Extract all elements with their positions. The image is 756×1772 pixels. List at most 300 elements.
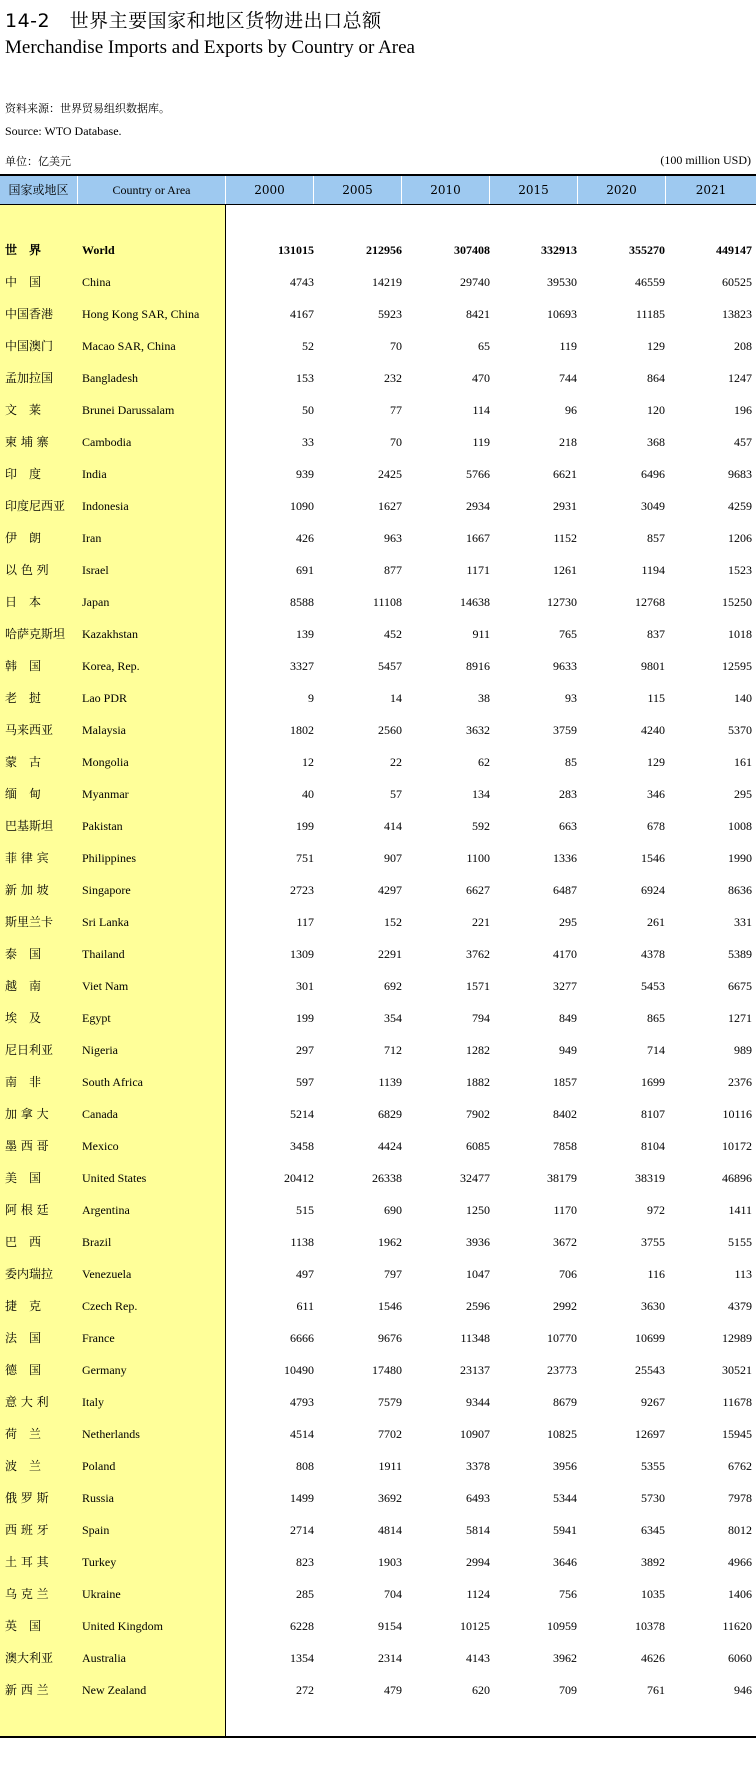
country-name-zh: 荷 兰 bbox=[5, 1427, 42, 1441]
country-name-zh: 捷 克 bbox=[5, 1299, 42, 1313]
country-name-en: United States bbox=[82, 1171, 147, 1185]
table-row bbox=[0, 1034, 756, 1066]
table-row bbox=[0, 1194, 756, 1226]
country-name-en: Sri Lanka bbox=[82, 915, 129, 929]
country-name-zh: 加 拿 大 bbox=[5, 1107, 49, 1121]
value-cell: 332913 bbox=[541, 243, 577, 257]
value-cell: 4424 bbox=[378, 1139, 402, 1153]
country-name-en: Italy bbox=[82, 1395, 104, 1409]
country-name-zh: 斯里兰卡 bbox=[5, 915, 54, 929]
value-cell: 114 bbox=[472, 403, 490, 417]
country-name-zh: 新 西 兰 bbox=[5, 1683, 49, 1697]
value-cell: 5814 bbox=[466, 1523, 490, 1537]
country-name-zh: 委内瑞拉 bbox=[5, 1267, 54, 1281]
table-row bbox=[0, 426, 756, 458]
value-cell: 1206 bbox=[728, 531, 752, 545]
value-cell: 1903 bbox=[378, 1555, 402, 1569]
value-cell: 161 bbox=[734, 755, 752, 769]
country-name-zh: 南 非 bbox=[5, 1075, 42, 1089]
value-cell: 1627 bbox=[378, 499, 402, 513]
value-cell: 706 bbox=[559, 1267, 577, 1281]
value-cell: 12768 bbox=[635, 595, 665, 609]
value-cell: 1194 bbox=[641, 563, 665, 577]
value-cell: 9 bbox=[308, 691, 314, 705]
value-cell: 5457 bbox=[378, 659, 402, 673]
value-cell: 5923 bbox=[378, 307, 402, 321]
value-cell: 3630 bbox=[641, 1299, 665, 1313]
table-row bbox=[0, 1482, 756, 1514]
value-cell: 709 bbox=[559, 1683, 577, 1697]
value-cell: 62 bbox=[478, 755, 490, 769]
value-cell: 297 bbox=[296, 1043, 314, 1057]
table-row bbox=[0, 1130, 756, 1162]
country-name-en: Russia bbox=[82, 1491, 115, 1505]
country-name-zh: 日 本 bbox=[5, 595, 42, 609]
value-cell: 5389 bbox=[728, 947, 752, 961]
value-cell: 5355 bbox=[641, 1459, 665, 1473]
value-cell: 113 bbox=[734, 1267, 752, 1281]
value-cell: 6762 bbox=[728, 1459, 752, 1473]
country-name-en: Indonesia bbox=[82, 499, 129, 513]
country-name-zh: 蒙 古 bbox=[5, 755, 42, 769]
value-cell: 232 bbox=[384, 371, 402, 385]
value-cell: 26338 bbox=[372, 1171, 402, 1185]
country-name-en: South Africa bbox=[82, 1075, 143, 1089]
value-cell: 3692 bbox=[378, 1491, 402, 1505]
country-name-en: Germany bbox=[82, 1363, 127, 1377]
value-cell: 3277 bbox=[553, 979, 577, 993]
value-cell: 1247 bbox=[728, 371, 752, 385]
value-cell: 939 bbox=[296, 467, 314, 481]
value-cell: 865 bbox=[647, 1011, 665, 1025]
country-name-zh: 巴 西 bbox=[5, 1235, 42, 1249]
value-cell: 38319 bbox=[635, 1171, 665, 1185]
value-cell: 15945 bbox=[722, 1427, 752, 1441]
table-row bbox=[0, 362, 756, 394]
value-cell: 10825 bbox=[547, 1427, 577, 1441]
value-cell: 10116 bbox=[722, 1107, 752, 1121]
country-name-zh: 中 国 bbox=[5, 275, 42, 289]
table-row bbox=[0, 458, 756, 490]
value-cell: 39530 bbox=[547, 275, 577, 289]
table-row bbox=[0, 266, 756, 298]
country-name-en: Brunei Darussalam bbox=[82, 403, 175, 417]
table-row bbox=[0, 938, 756, 970]
value-cell: 2723 bbox=[290, 883, 314, 897]
value-cell: 1354 bbox=[290, 1651, 314, 1665]
country-name-zh: 缅 甸 bbox=[5, 787, 42, 801]
value-cell: 129 bbox=[647, 339, 665, 353]
value-cell: 1990 bbox=[728, 851, 752, 865]
country-name-zh: 俄 罗 斯 bbox=[5, 1491, 49, 1505]
value-cell: 756 bbox=[559, 1587, 577, 1601]
page-title-zh: 14-2 世界主要国家和地区货物进出口总额 bbox=[5, 10, 382, 32]
table-row bbox=[0, 1514, 756, 1546]
value-cell: 93 bbox=[565, 691, 577, 705]
value-cell: 9633 bbox=[553, 659, 577, 673]
value-cell: 1309 bbox=[290, 947, 314, 961]
country-name-en: China bbox=[82, 275, 111, 289]
country-name-zh: 世 界 bbox=[5, 243, 42, 257]
table-row bbox=[0, 1290, 756, 1322]
value-cell: 10907 bbox=[460, 1427, 490, 1441]
value-cell: 30521 bbox=[722, 1363, 752, 1377]
value-cell: 6666 bbox=[290, 1331, 314, 1345]
value-cell: 4170 bbox=[553, 947, 577, 961]
value-cell: 1138 bbox=[290, 1235, 314, 1249]
country-name-zh: 意 大 利 bbox=[5, 1395, 49, 1409]
value-cell: 704 bbox=[384, 1587, 402, 1601]
country-name-zh: 印 度 bbox=[5, 467, 42, 481]
country-name-zh: 乌 克 兰 bbox=[5, 1587, 49, 1601]
value-cell: 12595 bbox=[722, 659, 752, 673]
value-cell: 368 bbox=[647, 435, 665, 449]
value-cell: 1882 bbox=[466, 1075, 490, 1089]
value-cell: 57 bbox=[390, 787, 402, 801]
value-cell: 794 bbox=[472, 1011, 490, 1025]
value-cell: 2994 bbox=[466, 1555, 490, 1569]
value-cell: 8679 bbox=[553, 1395, 577, 1409]
table-row bbox=[0, 586, 756, 618]
value-cell: 46896 bbox=[722, 1171, 752, 1185]
value-cell: 6675 bbox=[728, 979, 752, 993]
country-name-en: France bbox=[82, 1331, 115, 1345]
value-cell: 515 bbox=[296, 1203, 314, 1217]
country-name-en: Brazil bbox=[82, 1235, 112, 1249]
value-cell: 285 bbox=[296, 1587, 314, 1601]
value-cell: 120 bbox=[647, 403, 665, 417]
value-cell: 497 bbox=[296, 1267, 314, 1281]
value-cell: 808 bbox=[296, 1459, 314, 1473]
value-cell: 797 bbox=[384, 1267, 402, 1281]
value-cell: 4966 bbox=[728, 1555, 752, 1569]
country-name-en: Australia bbox=[82, 1651, 126, 1665]
value-cell: 15250 bbox=[722, 595, 752, 609]
value-cell: 3762 bbox=[466, 947, 490, 961]
value-cell: 13823 bbox=[722, 307, 752, 321]
value-cell: 4814 bbox=[378, 1523, 402, 1537]
country-name-en: Nigeria bbox=[82, 1043, 118, 1057]
value-cell: 946 bbox=[734, 1683, 752, 1697]
table-header bbox=[0, 176, 756, 204]
table-row bbox=[0, 1610, 756, 1642]
value-cell: 331 bbox=[734, 915, 752, 929]
country-name-zh: 中国香港 bbox=[5, 307, 54, 321]
country-name-en: Egypt bbox=[82, 1011, 111, 1025]
value-cell: 29740 bbox=[460, 275, 490, 289]
value-cell: 11108 bbox=[372, 595, 402, 609]
value-cell: 11678 bbox=[722, 1395, 752, 1409]
value-cell: 5214 bbox=[290, 1107, 314, 1121]
value-cell: 1962 bbox=[378, 1235, 402, 1249]
value-cell: 1124 bbox=[466, 1587, 490, 1601]
table-row bbox=[0, 1578, 756, 1610]
value-cell: 6627 bbox=[466, 883, 490, 897]
value-cell: 355270 bbox=[629, 243, 665, 257]
source-note-zh: 资料来源：世界贸易组织数据库。 bbox=[5, 102, 170, 115]
table-row bbox=[0, 1386, 756, 1418]
country-name-en: Thailand bbox=[82, 947, 125, 961]
country-name-en: Bangladesh bbox=[82, 371, 138, 385]
value-cell: 692 bbox=[384, 979, 402, 993]
value-cell: 1047 bbox=[466, 1267, 490, 1281]
header-year: 2010 bbox=[402, 176, 490, 204]
value-cell: 907 bbox=[384, 851, 402, 865]
value-cell: 6621 bbox=[553, 467, 577, 481]
value-cell: 4240 bbox=[641, 723, 665, 737]
value-cell: 129 bbox=[647, 755, 665, 769]
country-name-en: Israel bbox=[82, 563, 109, 577]
table-row bbox=[0, 1450, 756, 1482]
country-name-zh: 马来西亚 bbox=[5, 723, 54, 737]
table-row bbox=[0, 618, 756, 650]
value-cell: 2992 bbox=[553, 1299, 577, 1313]
value-cell: 9801 bbox=[641, 659, 665, 673]
value-cell: 849 bbox=[559, 1011, 577, 1025]
value-cell: 714 bbox=[647, 1043, 665, 1057]
value-cell: 479 bbox=[384, 1683, 402, 1697]
country-name-en: Spain bbox=[82, 1523, 110, 1537]
value-cell: 4259 bbox=[728, 499, 752, 513]
value-cell: 1008 bbox=[728, 819, 752, 833]
value-cell: 196 bbox=[734, 403, 752, 417]
value-cell: 6345 bbox=[641, 1523, 665, 1537]
value-cell: 972 bbox=[647, 1203, 665, 1217]
value-cell: 14 bbox=[390, 691, 402, 705]
table-row bbox=[0, 394, 756, 426]
value-cell: 295 bbox=[559, 915, 577, 929]
country-name-en: Czech Rep. bbox=[82, 1299, 138, 1313]
value-cell: 6829 bbox=[378, 1107, 402, 1121]
value-cell: 33 bbox=[302, 435, 314, 449]
country-name-en: Macao SAR, China bbox=[82, 339, 176, 353]
country-name-zh: 柬 埔 寨 bbox=[5, 435, 49, 449]
value-cell: 744 bbox=[559, 371, 577, 385]
table-row bbox=[0, 330, 756, 362]
value-cell: 5370 bbox=[728, 723, 752, 737]
value-cell: 452 bbox=[384, 627, 402, 641]
country-name-zh: 菲 律 宾 bbox=[5, 851, 49, 865]
country-name-zh: 文 莱 bbox=[5, 403, 42, 417]
value-cell: 50 bbox=[302, 403, 314, 417]
table-row bbox=[0, 1674, 756, 1706]
value-cell: 3962 bbox=[553, 1651, 577, 1665]
country-name-en: Poland bbox=[82, 1459, 116, 1473]
value-cell: 690 bbox=[384, 1203, 402, 1217]
value-cell: 152 bbox=[384, 915, 402, 929]
value-cell: 115 bbox=[647, 691, 665, 705]
value-cell: 4297 bbox=[378, 883, 402, 897]
country-name-en: World bbox=[82, 243, 115, 257]
value-cell: 457 bbox=[734, 435, 752, 449]
table-row bbox=[0, 522, 756, 554]
country-name-en: Japan bbox=[82, 595, 110, 609]
value-cell: 9676 bbox=[378, 1331, 402, 1345]
table-row bbox=[0, 842, 756, 874]
value-cell: 10693 bbox=[547, 307, 577, 321]
table-row bbox=[0, 234, 756, 266]
value-cell: 2376 bbox=[728, 1075, 752, 1089]
value-cell: 17480 bbox=[372, 1363, 402, 1377]
table-row bbox=[0, 1322, 756, 1354]
value-cell: 131015 bbox=[278, 243, 314, 257]
country-name-en: Viet Nam bbox=[82, 979, 129, 993]
header-year: 2000 bbox=[226, 176, 314, 204]
value-cell: 2931 bbox=[553, 499, 577, 513]
value-cell: 283 bbox=[559, 787, 577, 801]
table-row bbox=[0, 1066, 756, 1098]
value-cell: 38179 bbox=[547, 1171, 577, 1185]
value-cell: 949 bbox=[559, 1043, 577, 1057]
value-cell: 65 bbox=[478, 339, 490, 353]
value-cell: 9154 bbox=[378, 1619, 402, 1633]
value-cell: 1546 bbox=[641, 851, 665, 865]
header-year: 2015 bbox=[490, 176, 578, 204]
value-cell: 139 bbox=[296, 627, 314, 641]
value-cell: 877 bbox=[384, 563, 402, 577]
table-row bbox=[0, 1546, 756, 1578]
table-row bbox=[0, 746, 756, 778]
value-cell: 7579 bbox=[378, 1395, 402, 1409]
country-name-zh: 越 南 bbox=[5, 979, 42, 993]
country-name-zh: 老 挝 bbox=[5, 691, 42, 705]
value-cell: 426 bbox=[296, 531, 314, 545]
value-cell: 7902 bbox=[466, 1107, 490, 1121]
value-cell: 1018 bbox=[728, 627, 752, 641]
value-cell: 3759 bbox=[553, 723, 577, 737]
value-cell: 10699 bbox=[635, 1331, 665, 1345]
value-cell: 1336 bbox=[553, 851, 577, 865]
value-cell: 32477 bbox=[460, 1171, 490, 1185]
value-cell: 4626 bbox=[641, 1651, 665, 1665]
value-cell: 2291 bbox=[378, 947, 402, 961]
country-name-zh: 德 国 bbox=[5, 1363, 42, 1377]
value-cell: 691 bbox=[296, 563, 314, 577]
value-cell: 1152 bbox=[553, 531, 577, 545]
value-cell: 5941 bbox=[553, 1523, 577, 1537]
value-cell: 620 bbox=[472, 1683, 490, 1697]
value-cell: 9344 bbox=[466, 1395, 490, 1409]
value-cell: 14638 bbox=[460, 595, 490, 609]
value-cell: 119 bbox=[559, 339, 577, 353]
country-name-zh: 泰 国 bbox=[5, 947, 42, 961]
value-cell: 60525 bbox=[722, 275, 752, 289]
table-row bbox=[0, 778, 756, 810]
value-cell: 4743 bbox=[290, 275, 314, 289]
table-row bbox=[0, 970, 756, 1002]
value-cell: 116 bbox=[647, 1267, 665, 1281]
country-name-zh: 孟加拉国 bbox=[5, 371, 54, 385]
value-cell: 40 bbox=[302, 787, 314, 801]
value-cell: 761 bbox=[647, 1683, 665, 1697]
value-cell: 6924 bbox=[641, 883, 665, 897]
source-note-en: Source: WTO Database. bbox=[5, 124, 122, 138]
value-cell: 5453 bbox=[641, 979, 665, 993]
country-name-zh: 印度尼西亚 bbox=[5, 499, 66, 513]
value-cell: 272 bbox=[296, 1683, 314, 1697]
value-cell: 1171 bbox=[466, 563, 490, 577]
value-cell: 4514 bbox=[290, 1427, 314, 1441]
table-row bbox=[0, 1226, 756, 1258]
value-cell: 1699 bbox=[641, 1075, 665, 1089]
value-cell: 96 bbox=[565, 403, 577, 417]
table-row bbox=[0, 490, 756, 522]
value-cell: 6228 bbox=[290, 1619, 314, 1633]
country-name-zh: 以 色 列 bbox=[5, 563, 49, 577]
value-cell: 20412 bbox=[284, 1171, 314, 1185]
value-cell: 4167 bbox=[290, 307, 314, 321]
value-cell: 354 bbox=[384, 1011, 402, 1025]
value-cell: 212956 bbox=[366, 243, 402, 257]
header-year: 2005 bbox=[314, 176, 402, 204]
value-cell: 712 bbox=[384, 1043, 402, 1057]
value-cell: 119 bbox=[472, 435, 490, 449]
country-name-zh: 阿 根 廷 bbox=[5, 1203, 49, 1217]
country-name-zh: 法 国 bbox=[5, 1331, 42, 1345]
value-cell: 8636 bbox=[728, 883, 752, 897]
value-cell: 3378 bbox=[466, 1459, 490, 1473]
value-cell: 823 bbox=[296, 1555, 314, 1569]
value-cell: 592 bbox=[472, 819, 490, 833]
value-cell: 153 bbox=[296, 371, 314, 385]
table-bottom-rule bbox=[0, 1736, 756, 1738]
value-cell: 1261 bbox=[553, 563, 577, 577]
country-name-en: Hong Kong SAR, China bbox=[82, 307, 200, 321]
value-cell: 611 bbox=[296, 1299, 314, 1313]
table-row bbox=[0, 1162, 756, 1194]
country-name-en: Myanmar bbox=[82, 787, 129, 801]
country-name-en: New Zealand bbox=[82, 1683, 147, 1697]
table-row bbox=[0, 906, 756, 938]
value-cell: 857 bbox=[647, 531, 665, 545]
country-name-zh: 尼日利亚 bbox=[5, 1043, 54, 1057]
value-cell: 765 bbox=[559, 627, 577, 641]
value-cell: 1499 bbox=[290, 1491, 314, 1505]
table-row bbox=[0, 714, 756, 746]
value-cell: 199 bbox=[296, 819, 314, 833]
value-cell: 8402 bbox=[553, 1107, 577, 1121]
table-row bbox=[0, 1258, 756, 1290]
value-cell: 8012 bbox=[728, 1523, 752, 1537]
value-cell: 12697 bbox=[635, 1427, 665, 1441]
value-cell: 4143 bbox=[466, 1651, 490, 1665]
country-name-en: Lao PDR bbox=[82, 691, 127, 705]
country-name-en: Mexico bbox=[82, 1139, 119, 1153]
country-name-zh: 韩 国 bbox=[5, 659, 42, 673]
value-cell: 6060 bbox=[728, 1651, 752, 1665]
value-cell: 7978 bbox=[728, 1491, 752, 1505]
value-cell: 70 bbox=[390, 339, 402, 353]
value-cell: 1035 bbox=[641, 1587, 665, 1601]
country-name-zh: 西 班 牙 bbox=[5, 1523, 49, 1537]
country-name-en: Kazakhstan bbox=[82, 627, 138, 641]
value-cell: 208 bbox=[734, 339, 752, 353]
value-cell: 307408 bbox=[454, 243, 490, 257]
value-cell: 5155 bbox=[728, 1235, 752, 1249]
value-cell: 1282 bbox=[466, 1043, 490, 1057]
value-cell: 85 bbox=[565, 755, 577, 769]
country-name-zh: 波 兰 bbox=[5, 1459, 42, 1473]
value-cell: 3458 bbox=[290, 1139, 314, 1153]
country-name-en: Malaysia bbox=[82, 723, 126, 737]
table-row bbox=[0, 682, 756, 714]
value-cell: 663 bbox=[559, 819, 577, 833]
country-name-en: Netherlands bbox=[82, 1427, 140, 1441]
value-cell: 3049 bbox=[641, 499, 665, 513]
value-cell: 4379 bbox=[728, 1299, 752, 1313]
country-name-en: Korea, Rep. bbox=[82, 659, 140, 673]
value-cell: 9267 bbox=[641, 1395, 665, 1409]
